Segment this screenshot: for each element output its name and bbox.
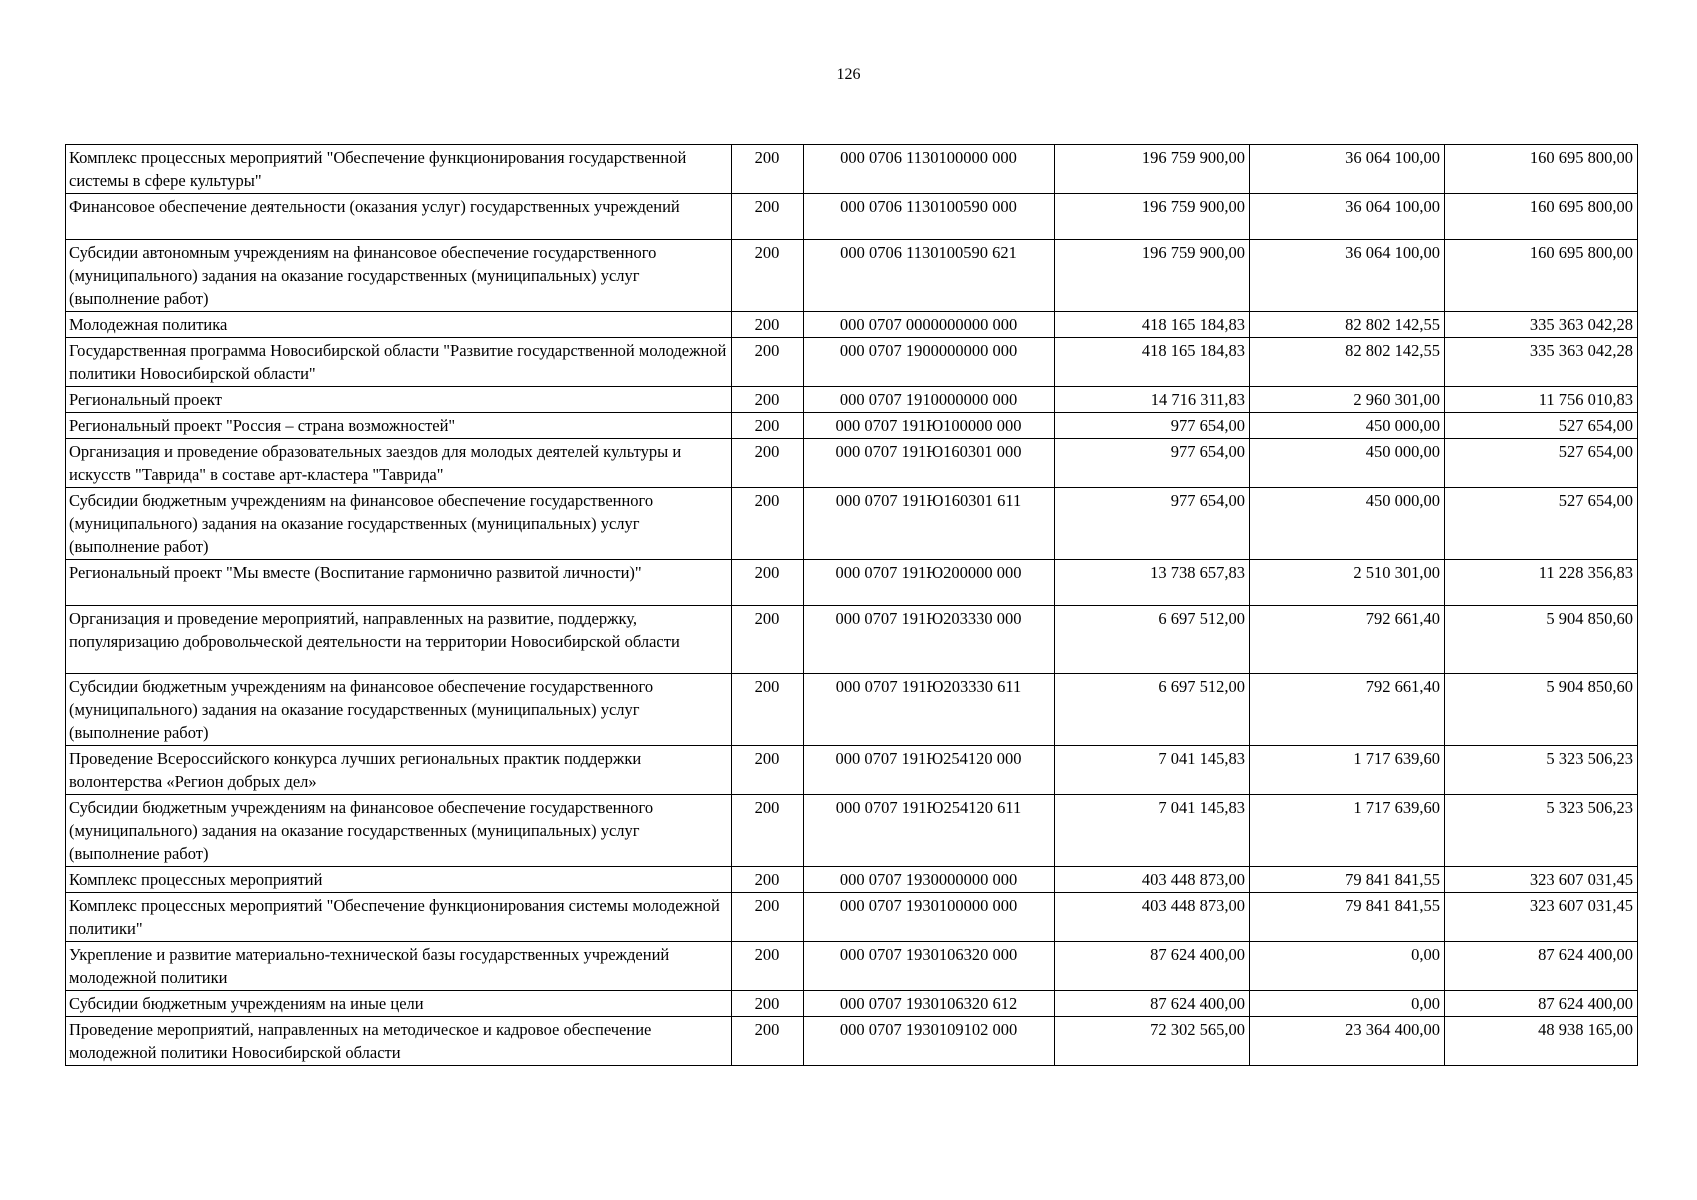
row-code: 200 xyxy=(732,991,804,1017)
row-value-3: 323 607 031,45 xyxy=(1445,893,1638,942)
row-code: 200 xyxy=(732,338,804,387)
table-row xyxy=(66,194,1638,240)
row-value-3: 48 938 165,00 xyxy=(1445,1017,1638,1066)
row-name: Субсидии бюджетным учреждениям на иные цели xyxy=(66,991,732,1017)
row-value-2: 79 841 841,55 xyxy=(1250,893,1445,942)
row-kbk: 000 0706 1130100000 000 xyxy=(804,145,1055,194)
row-value-3: 323 607 031,45 xyxy=(1445,867,1638,893)
row-value-3: 160 695 800,00 xyxy=(1445,240,1638,312)
row-kbk: 000 0707 1900000000 000 xyxy=(804,338,1055,387)
row-code: 200 xyxy=(732,795,804,867)
row-code: 200 xyxy=(732,1017,804,1066)
row-name: Комплекс процессных мероприятий xyxy=(66,867,732,893)
row-code: 200 xyxy=(732,240,804,312)
row-name: Организация и проведение мероприятий, направленных на развитие, поддержку, популяризацию добровольческой деятельности на территории Новосибирской области xyxy=(66,606,732,674)
table-row xyxy=(66,1017,1638,1066)
table-row xyxy=(66,560,1638,606)
row-name: Проведение Всероссийского конкурса лучших региональных практик поддержки волонтерства «Регион добрых дел» xyxy=(66,746,732,795)
row-name: Укрепление и развитие материально-технической базы государственных учреждений молодежной политики xyxy=(66,942,732,991)
row-kbk: 000 0707 191Ю254120 000 xyxy=(804,746,1055,795)
row-value-1: 87 624 400,00 xyxy=(1055,991,1250,1017)
table-row xyxy=(66,606,1638,674)
row-code: 200 xyxy=(732,194,804,240)
row-kbk: 000 0707 1930109102 000 xyxy=(804,1017,1055,1066)
row-value-3: 527 654,00 xyxy=(1445,488,1638,560)
row-code: 200 xyxy=(732,674,804,746)
row-name: Субсидии бюджетным учреждениям на финансовое обеспечение государственного (муниципального) задания на оказание государственных (муниципальных) услуг (выполнение работ) xyxy=(66,674,732,746)
row-value-3: 335 363 042,28 xyxy=(1445,312,1638,338)
row-value-1: 977 654,00 xyxy=(1055,439,1250,488)
row-value-1: 6 697 512,00 xyxy=(1055,674,1250,746)
row-value-1: 403 448 873,00 xyxy=(1055,893,1250,942)
table-row xyxy=(66,338,1638,387)
row-name: Государственная программа Новосибирской области "Развитие государственной молодежной политики Новосибирской области" xyxy=(66,338,732,387)
row-code: 200 xyxy=(732,942,804,991)
budget-table xyxy=(65,144,1638,1066)
row-kbk: 000 0707 1910000000 000 xyxy=(804,387,1055,413)
row-code: 200 xyxy=(732,488,804,560)
row-value-1: 87 624 400,00 xyxy=(1055,942,1250,991)
table-row xyxy=(66,488,1638,560)
row-value-2: 450 000,00 xyxy=(1250,488,1445,560)
row-name: Организация и проведение образовательных заездов для молодых деятелей культуры и искусств "Таврида" в составе арт-кластера "Таврида" xyxy=(66,439,732,488)
row-value-2: 1 717 639,60 xyxy=(1250,746,1445,795)
row-name: Субсидии автономным учреждениям на финансовое обеспечение государственного (муниципального) задания на оказание государственных (муниципальных) услуг (выполнение работ) xyxy=(66,240,732,312)
row-code: 200 xyxy=(732,606,804,674)
row-code: 200 xyxy=(732,312,804,338)
row-value-2: 36 064 100,00 xyxy=(1250,194,1445,240)
row-value-3: 160 695 800,00 xyxy=(1445,145,1638,194)
row-value-2: 792 661,40 xyxy=(1250,674,1445,746)
row-code: 200 xyxy=(732,145,804,194)
row-kbk: 000 0707 191Ю254120 611 xyxy=(804,795,1055,867)
row-name: Молодежная политика xyxy=(66,312,732,338)
row-value-2: 1 717 639,60 xyxy=(1250,795,1445,867)
row-value-3: 11 756 010,83 xyxy=(1445,387,1638,413)
table-row xyxy=(66,991,1638,1017)
row-value-2: 792 661,40 xyxy=(1250,606,1445,674)
row-code: 200 xyxy=(732,746,804,795)
row-value-1: 196 759 900,00 xyxy=(1055,194,1250,240)
row-value-1: 14 716 311,83 xyxy=(1055,387,1250,413)
row-value-2: 2 960 301,00 xyxy=(1250,387,1445,413)
row-code: 200 xyxy=(732,439,804,488)
row-value-3: 87 624 400,00 xyxy=(1445,942,1638,991)
row-value-2: 36 064 100,00 xyxy=(1250,145,1445,194)
row-value-3: 87 624 400,00 xyxy=(1445,991,1638,1017)
row-value-3: 527 654,00 xyxy=(1445,439,1638,488)
row-name: Субсидии бюджетным учреждениям на финансовое обеспечение государственного (муниципального) задания на оказание государственных (муниципальных) услуг (выполнение работ) xyxy=(66,795,732,867)
table-row xyxy=(66,413,1638,439)
row-kbk: 000 0706 1130100590 621 xyxy=(804,240,1055,312)
row-value-1: 977 654,00 xyxy=(1055,488,1250,560)
row-name: Комплекс процессных мероприятий "Обеспечение функционирования государственной системы в сфере культуры" xyxy=(66,145,732,194)
table-row xyxy=(66,439,1638,488)
row-name: Региональный проект "Россия – страна возможностей" xyxy=(66,413,732,439)
row-value-1: 403 448 873,00 xyxy=(1055,867,1250,893)
row-kbk: 000 0707 191Ю160301 611 xyxy=(804,488,1055,560)
row-value-2: 450 000,00 xyxy=(1250,413,1445,439)
row-value-1: 7 041 145,83 xyxy=(1055,746,1250,795)
row-value-3: 5 904 850,60 xyxy=(1445,606,1638,674)
row-value-3: 335 363 042,28 xyxy=(1445,338,1638,387)
row-value-3: 11 228 356,83 xyxy=(1445,560,1638,606)
row-kbk: 000 0707 1930106320 000 xyxy=(804,942,1055,991)
row-kbk: 000 0707 191Ю160301 000 xyxy=(804,439,1055,488)
page-number: 126 xyxy=(836,66,861,83)
row-value-2: 82 802 142,55 xyxy=(1250,338,1445,387)
row-value-3: 5 904 850,60 xyxy=(1445,674,1638,746)
row-code: 200 xyxy=(732,560,804,606)
row-value-1: 196 759 900,00 xyxy=(1055,145,1250,194)
row-value-1: 418 165 184,83 xyxy=(1055,338,1250,387)
row-kbk: 000 0707 1930100000 000 xyxy=(804,893,1055,942)
table-row xyxy=(66,795,1638,867)
row-name: Финансовое обеспечение деятельности (оказания услуг) государственных учреждений xyxy=(66,194,732,240)
row-value-3: 527 654,00 xyxy=(1445,413,1638,439)
row-name: Региональный проект "Мы вместе (Воспитание гармонично развитой личности)" xyxy=(66,560,732,606)
table-row xyxy=(66,674,1638,746)
table-row xyxy=(66,867,1638,893)
row-value-2: 450 000,00 xyxy=(1250,439,1445,488)
row-name: Субсидии бюджетным учреждениям на финансовое обеспечение государственного (муниципального) задания на оказание государственных (муниципальных) услуг (выполнение работ) xyxy=(66,488,732,560)
row-value-2: 82 802 142,55 xyxy=(1250,312,1445,338)
table-row xyxy=(66,312,1638,338)
row-value-3: 160 695 800,00 xyxy=(1445,194,1638,240)
row-value-1: 72 302 565,00 xyxy=(1055,1017,1250,1066)
row-value-2: 0,00 xyxy=(1250,942,1445,991)
row-value-2: 2 510 301,00 xyxy=(1250,560,1445,606)
row-value-1: 196 759 900,00 xyxy=(1055,240,1250,312)
row-kbk: 000 0707 191Ю203330 611 xyxy=(804,674,1055,746)
row-name: Региональный проект xyxy=(66,387,732,413)
row-kbk: 000 0707 191Ю203330 000 xyxy=(804,606,1055,674)
row-kbk: 000 0707 1930106320 612 xyxy=(804,991,1055,1017)
row-value-1: 13 738 657,83 xyxy=(1055,560,1250,606)
table-row xyxy=(66,942,1638,991)
row-value-1: 418 165 184,83 xyxy=(1055,312,1250,338)
table-row xyxy=(66,240,1638,312)
row-kbk: 000 0707 191Ю200000 000 xyxy=(804,560,1055,606)
row-kbk: 000 0707 0000000000 000 xyxy=(804,312,1055,338)
row-name: Комплекс процессных мероприятий "Обеспечение функционирования системы молодежной политики" xyxy=(66,893,732,942)
row-value-2: 0,00 xyxy=(1250,991,1445,1017)
row-value-2: 79 841 841,55 xyxy=(1250,867,1445,893)
row-code: 200 xyxy=(732,893,804,942)
row-kbk: 000 0707 191Ю100000 000 xyxy=(804,413,1055,439)
row-value-3: 5 323 506,23 xyxy=(1445,746,1638,795)
row-value-1: 977 654,00 xyxy=(1055,413,1250,439)
row-value-1: 6 697 512,00 xyxy=(1055,606,1250,674)
row-value-3: 5 323 506,23 xyxy=(1445,795,1638,867)
row-kbk: 000 0707 1930000000 000 xyxy=(804,867,1055,893)
row-code: 200 xyxy=(732,387,804,413)
table-row xyxy=(66,387,1638,413)
row-code: 200 xyxy=(732,413,804,439)
row-kbk: 000 0706 1130100590 000 xyxy=(804,194,1055,240)
row-value-1: 7 041 145,83 xyxy=(1055,795,1250,867)
row-value-2: 23 364 400,00 xyxy=(1250,1017,1445,1066)
table-row xyxy=(66,746,1638,795)
row-value-2: 36 064 100,00 xyxy=(1250,240,1445,312)
row-code: 200 xyxy=(732,867,804,893)
table-row xyxy=(66,145,1638,194)
row-name: Проведение мероприятий, направленных на методическое и кадровое обеспечение молодежной политики Новосибирской области xyxy=(66,1017,732,1066)
table-row xyxy=(66,893,1638,942)
